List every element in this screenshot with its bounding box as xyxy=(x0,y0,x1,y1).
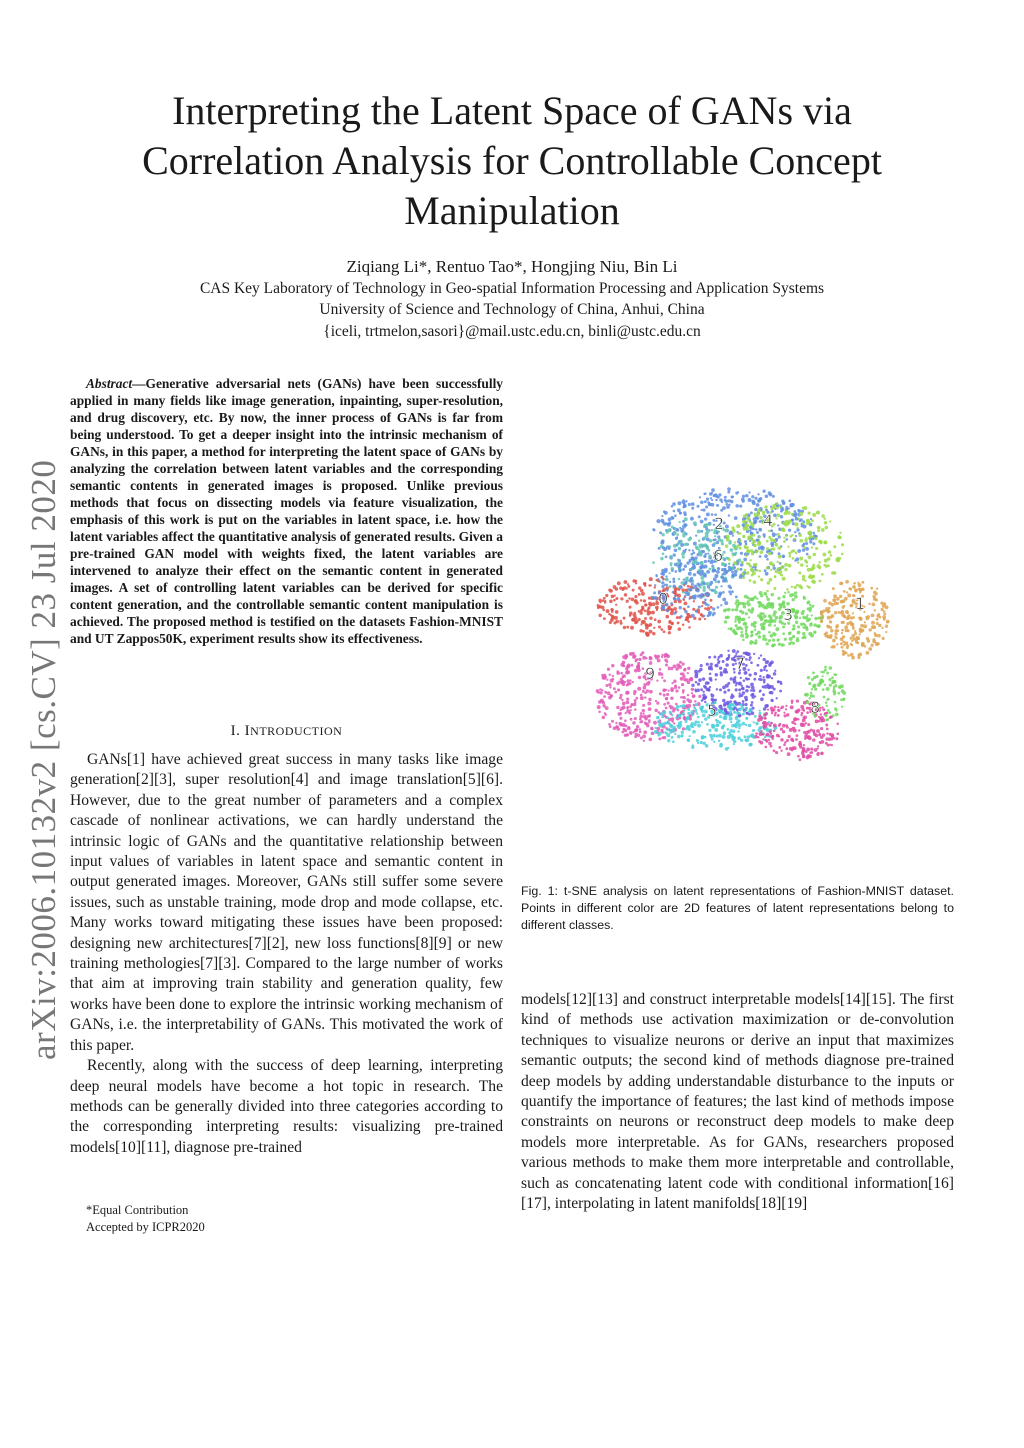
affiliation-lab: CAS Key Laboratory of Technology in Geo-spatial Information Processing and Application Systems xyxy=(199,280,825,297)
tsne-point-cloud-c1 xyxy=(820,580,890,660)
cluster-label-8: 8 xyxy=(810,698,821,717)
section-first-letter: I xyxy=(244,723,251,739)
paper-title: Interpreting the Latent Space of GANs via Correlation Analysis for Controllable Concept Manipulation xyxy=(142,88,882,233)
cluster-label-3: 3 xyxy=(783,605,794,624)
cluster-label-5: 5 xyxy=(707,701,718,720)
cluster-label-1: 1 xyxy=(855,594,866,613)
tsne-point-cloud-c4 xyxy=(725,502,844,592)
arxiv-stamp: arXiv:2006.10132v2 [cs.CV] 23 Jul 2020 xyxy=(24,459,63,1060)
tsne-clusters xyxy=(596,487,890,761)
cluster-label-9: 9 xyxy=(645,664,656,683)
abstract-text: —Generative adversarial nets (GANs) have been successfully applied in many fields like image generation, inpainting, super-resolution, and drug discovery, etc. By now, the inner process of GANs is far from being understood. To get a deeper insight into the intrinsic mechanism of GANs, in this paper, a method for interpreting the latent space of GANs by analyzing the correlation between latent variables and the corresponding semantic contents in generated images is proposed. Unlike previous methods that focus on dissecting models via feature visualization, the emphasis of this work is put on the variables in latent space, i.e. how the latent variables affect the quantitative analysis of generated results. Given a pre-trained GAN model with weights fixed, the latent variables are intervened to analyze their effect on the semantic content in generated images. A set of controlling latent variables can be derived for specific content generation, and the controllable semantic content manipulation is achieved. The proposed method is testified on the datasets Fashion-MNIST and UT Zappos50K, experiment results show its effectiveness. xyxy=(70,376,503,646)
tsne-figure xyxy=(585,478,895,768)
footnotes xyxy=(86,1202,486,1236)
introduction-body xyxy=(70,750,503,1158)
section-number: I. xyxy=(230,723,245,739)
footnote-accepted: Accepted by ICPR2020 xyxy=(86,1220,205,1234)
abstract xyxy=(70,375,503,647)
footnote-equal-contribution: *Equal Contribution xyxy=(86,1203,189,1217)
cluster-label-0: 0 xyxy=(658,589,669,608)
figure-caption: Fig. 1: t-SNE analysis on latent representations of Fashion-MNIST dataset. Points in different color are 2D features of latent representations belong to different classes. xyxy=(521,884,954,932)
tsne-point-cloud-c3 xyxy=(723,591,824,648)
section-heading-introduction xyxy=(70,723,503,740)
cluster-label-2: 2 xyxy=(714,514,725,533)
affiliation-university: University of Science and Technology of China, Anhui, China xyxy=(319,301,705,318)
section-rest: NTRODUCTION xyxy=(250,724,343,738)
right-column-body xyxy=(521,990,954,1214)
intro-paragraph-2: Recently, along with the success of deep learning, interpreting deep neural models have become a hot topic in research. The methods can be generally divided into three categories according to the corresponding interpreting results: visualizing pre-trained models[10][11], diagnose pre-trained xyxy=(70,1057,503,1156)
right-column-paragraph: models[12][13] and construct interpretable models[14][15]. The first kind of methods use activation maximization or de-convolution techniques to visualize neurons or derive an input that maximizes semantic outputs; the second kind of methods diagnose pre-trained deep models by adding understandable disturbance to the inputs or quantify the importance of features; the last kind of methods impose constraints on neurons or reconstruct deep models to make deep models more interpretable. As for GANs, researchers proposed various methods to make them more interpretable and controllable, such as concatenating latent code with conditional information[16][17], interpolating in latent manifolds[18][19] xyxy=(521,991,954,1213)
cluster-label-7: 7 xyxy=(735,654,746,673)
abstract-lead: Abstract xyxy=(86,376,133,391)
intro-paragraph-1: GANs[1] have achieved great success in many tasks like image generation[2][3], super resolution[4] and image translation[5][6]. However, due to the great number of parameters and a complex cascade of nonlinear activations, we can hardly understand the intrinsic logic of GANs and the quantitative relationship between input values of variables in latent space and semantic content in output generated images. Moreover, GANs still suffer some severe issues, such as unstable training, mode drop and mode collapse, etc. Many works toward mitigating these issues have been proposed: designing new architectures[7][2], new loss functions[8][9] or new training methologies[7][3]. Compared to the large number of works that aim at improving train stability and generation quality, few works have been done to explore the intrinsic working mechanism of GANs, i.e. the interpretability of GANs. This motivated the work of this paper. xyxy=(70,751,503,1054)
cluster-label-4: 4 xyxy=(763,511,774,530)
cluster-label-6: 6 xyxy=(713,546,724,565)
author-emails: {iceli, trtmelon,sasori}@mail.ustc.edu.cn, binli@ustc.edu.cn xyxy=(323,323,701,340)
author-list: Ziqiang Li*, Rentuo Tao*, Hongjing Niu, Bin Li xyxy=(346,257,678,276)
